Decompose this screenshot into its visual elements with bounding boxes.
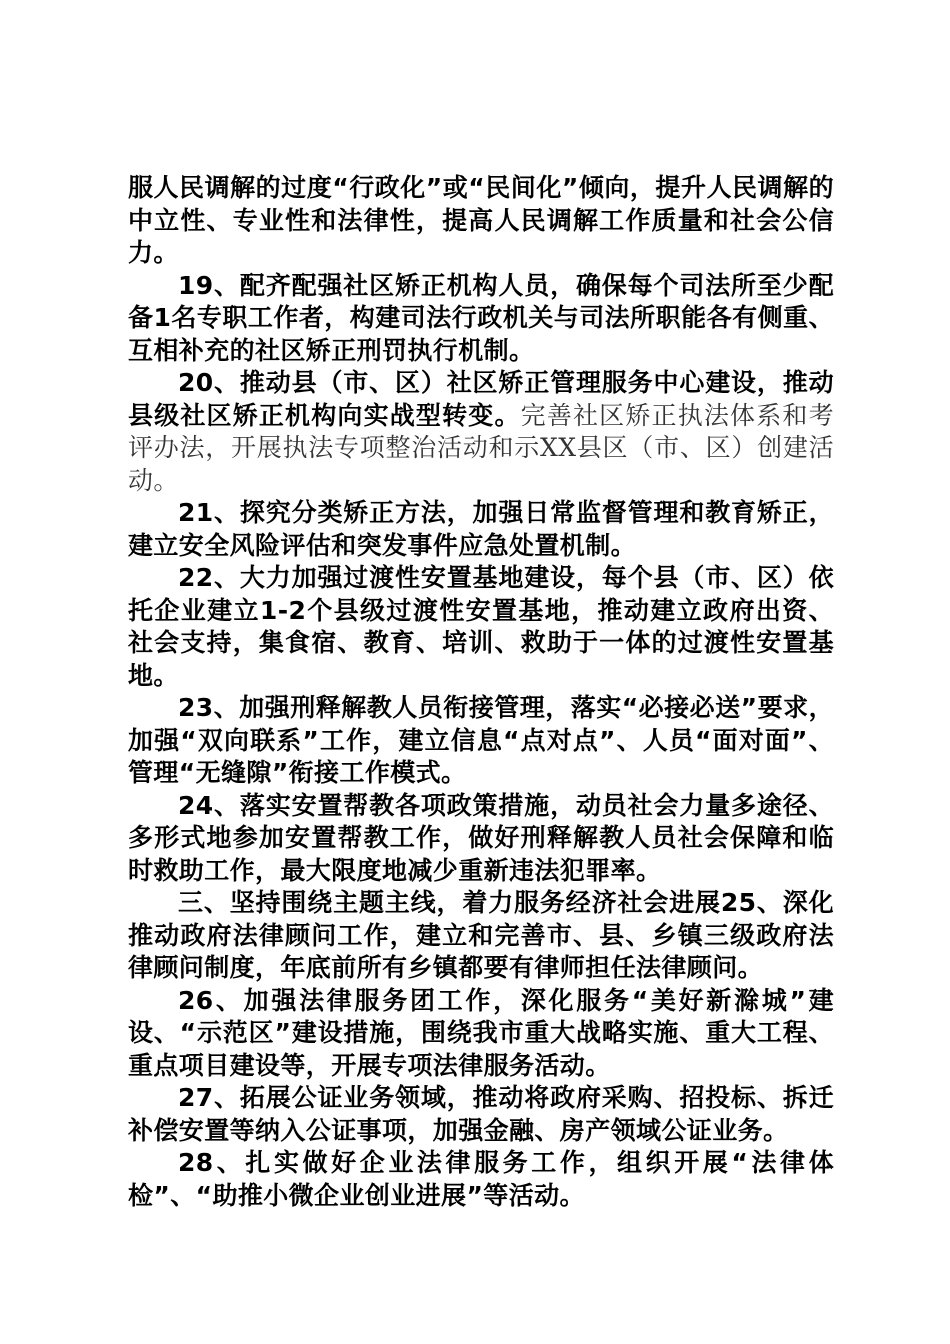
paragraph-item-24: 24、落实安置帮教各项政策措施，动员社会力量多途径、多形式地参加安置帮教工作，做好刑释解教人员社会保障和临时救助工作，最大限度地减少重新违法犯罪率。: [128, 790, 834, 885]
paragraph-item-20-bold-text: 20、推动县（市、区）社区矫正管理服务中心建设，推动县级社区矫正机构向实战型转变。: [128, 368, 834, 430]
paragraph-item-28: 28、扎实做好企业法律服务工作，组织开展“法律体检”、“助推小微企业创业进展”等活动。: [128, 1148, 834, 1210]
paragraph-item-22: 22、大力加强过渡性安置基地建设，每个县（市、区）依托企业建立1-2个县级过渡性安置基地，推动建立政府出资、社会支持，集食宿、教育、培训、救助于一体的过渡性安置基地。: [128, 563, 834, 690]
paragraph-item-23: 23、加强刑释解教人员衔接管理，落实“必接必送”要求，加强“双向联系”工作，建立信息“点对点”、人员“面对面”、管理“无缝隙”衔接工作模式。: [128, 693, 834, 787]
paragraph-item-20-light-text: 完善社区矫正执法体系和考评办法，开展执法专项整治活动和示XX县区（市、区）创建活动。: [128, 400, 834, 495]
document-page: [128, 172, 834, 1212]
paragraph-item-20: [128, 367, 834, 497]
paragraph-item-27: 27、拓展公证业务领域，推动将政府采购、招投标、拆迁补偿安置等纳入公证事项，加强金融、房产领域公证业务。: [128, 1083, 834, 1145]
paragraph-item-26: 26、加强法律服务团工作，深化服务“美好新滁城”建设、“示范区”建设措施，围绕我市重大战略实施、重大工程、重点项目建设等，开展专项法律服务活动。: [128, 985, 834, 1080]
paragraph-section-3-item-25: 三、坚持围绕主题主线，着力服务经济社会进展25、深化推动政府法律顾问工作，建立和完善市、县、乡镇三级政府法律顾问制度，年底前所有乡镇都要有律师担任法律顾问。: [128, 888, 834, 982]
paragraph-item-19: 19、配齐配强社区矫正机构人员，确保每个司法所至少配备1名专职工作者，构建司法行政机关与司法所职能各有侧重、互相补充的社区矫正刑罚执行机制。: [128, 270, 834, 365]
paragraph-continuation: 服人民调解的过度“行政化”或“民间化”倾向，提升人民调解的中立性、专业性和法律性，提高人民调解工作质量和社会公信力。: [128, 173, 834, 267]
paragraph-item-21: 21、探究分类矫正方法，加强日常监督管理和教育矫正，建立安全风险评估和突发事件应急处置机制。: [128, 498, 834, 560]
